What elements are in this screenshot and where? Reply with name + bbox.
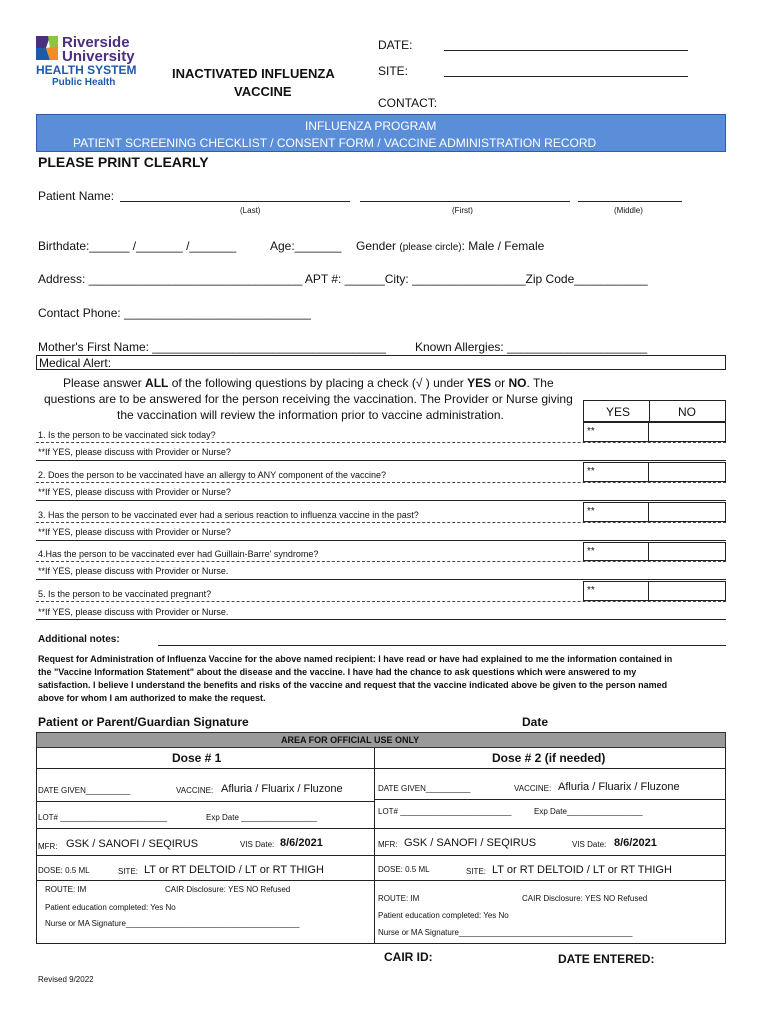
site-field[interactable]: [444, 76, 688, 77]
birthdate-field[interactable]: Birthdate:______ /_______ /_______: [38, 239, 237, 253]
question-4-mark: **: [587, 546, 595, 557]
yes-no-header: [583, 400, 726, 422]
dose-1-education[interactable]: Patient education completed: Yes No: [45, 903, 176, 912]
dose-1-rule-4: [36, 880, 374, 881]
dose-2-rule-4: [374, 880, 726, 881]
dose-1-dose: DOSE: 0.5 ML: [38, 866, 90, 875]
org-name-line2: University: [62, 48, 135, 65]
consent-line4: above for whom I am authorized to make the request.: [38, 693, 266, 703]
dose-2-exp[interactable]: Exp Date_________________: [534, 807, 643, 816]
yes-no-divider: [649, 401, 650, 423]
last-name-field[interactable]: [120, 201, 350, 202]
dose-1-mfr[interactable]: GSK / SANOFI / SEQIRUS: [66, 838, 199, 850]
contact-label: CONTACT:: [378, 96, 438, 110]
question-1-bottom: [36, 460, 726, 461]
banner-subtitle: PATIENT SCREENING CHECKLIST / CONSENT FORM / VACCINE ADMINISTRATION RECORD: [73, 136, 597, 150]
dose-2-vis-date: 8/6/2021: [614, 837, 657, 849]
dose-1-mfr-label: MFR:: [38, 842, 58, 851]
instructions-line2: questions are to be answered for the person receiving the vaccination. The Provider or Nurse giving: [44, 392, 573, 406]
no-column-header: NO: [678, 405, 696, 419]
org-name-line3: HEALTH SYSTEM: [36, 63, 137, 77]
dose-2-date-given[interactable]: DATE GIVEN__________: [378, 784, 471, 793]
dose-1-vaccine-label: VACCINE:: [176, 786, 214, 795]
question-4-divider: [36, 561, 726, 562]
medical-alert-label: Medical Alert:: [39, 356, 112, 370]
question-4-note: **If YES, please discuss with Provider or Nurse.: [38, 566, 229, 576]
question-3: 3. Has the person to be vaccinated ever had a serious reaction to influenza vaccine in the past?: [38, 510, 419, 520]
question-1-yes-checkbox[interactable]: [583, 422, 649, 442]
question-4: 4.Has the person to be vaccinated ever had Guillain-Barre' syndrome?: [38, 549, 319, 559]
dose-2-title-rule: [374, 768, 726, 769]
dose-1-signature[interactable]: Nurse or MA Signature_______________________________________: [45, 919, 300, 928]
org-name-line1: Riverside: [62, 34, 130, 51]
address-field[interactable]: Address: ________________________________ APT #: ______City: _________________Zip Code___________: [38, 272, 648, 286]
gender-hint: (please circle): [399, 242, 462, 253]
gender-label: Gender: [356, 239, 397, 253]
banner-title: INFLUENZA PROGRAM: [305, 119, 437, 133]
dose-1-site[interactable]: LT or RT DELTOID / LT or RT THIGH: [144, 864, 324, 876]
question-1: 1. Is the person to be vaccinated sick today?: [38, 430, 216, 440]
question-4-yes-checkbox[interactable]: [583, 542, 649, 561]
question-2-no-checkbox[interactable]: [648, 462, 726, 482]
question-5-mark: **: [587, 585, 595, 596]
last-name-caption: (Last): [240, 206, 261, 215]
dose-2-lot[interactable]: LOT# _________________________: [378, 807, 512, 816]
site-label: SITE:: [378, 64, 409, 78]
form-title-line1: INACTIVATED INFLUENZA: [172, 66, 335, 81]
known-allergies-field[interactable]: Known Allergies: _____________________: [415, 340, 648, 354]
cair-id-label: CAIR ID:: [384, 950, 433, 964]
question-5: 5. Is the person to be vaccinated pregnant?: [38, 589, 212, 599]
age-field[interactable]: Age:_______: [270, 239, 342, 253]
consent-line1: Request for Administration of Influenza Vaccine for the above named recipient: I have read or have had explained to me the information contained in: [38, 654, 673, 664]
form-title-line2: VACCINE: [234, 84, 292, 99]
question-3-divider: [36, 522, 726, 523]
question-2-bottom: [36, 500, 726, 501]
question-2-note: **If YES, please discuss with Provider or Nurse?: [38, 487, 231, 497]
dose-2-cair[interactable]: CAIR Disclosure: YES NO Refused: [522, 894, 648, 903]
question-1-note: **If YES, please discuss with Provider or Nurse?: [38, 447, 231, 457]
date-field[interactable]: [444, 50, 688, 51]
dose-2-title: Dose # 2 (if needed): [492, 751, 606, 765]
dose-column-divider: [374, 748, 375, 944]
dose-1-site-label: SITE:: [118, 867, 139, 876]
dose-2-signature[interactable]: Nurse or MA Signature_______________________________________: [378, 928, 633, 937]
signature-label: Patient or Parent/Guardian Signature: [38, 715, 249, 729]
dose-2-vaccine-label: VACCINE:: [514, 784, 552, 793]
dose-2-education[interactable]: Patient education completed: Yes No: [378, 911, 509, 920]
dose-1-date-given[interactable]: DATE GIVEN__________: [38, 786, 131, 795]
question-3-no-checkbox[interactable]: [648, 502, 726, 522]
dose-2-site-label: SITE:: [466, 867, 487, 876]
medical-alert-box[interactable]: [36, 355, 726, 370]
dose-1-cair[interactable]: CAIR Disclosure: YES NO Refused: [165, 885, 291, 894]
question-2: 2. Does the person to be vaccinated have an allergy to ANY component of the vaccine?: [38, 470, 387, 480]
official-use-title: AREA FOR OFFICIAL USE ONLY: [281, 735, 420, 745]
question-5-yes-checkbox[interactable]: [583, 581, 649, 601]
consent-line3: satisfaction. I believe I understand the benefits and risks of the vaccine and request that the vaccine indicated above be given to the person named: [38, 680, 668, 690]
question-5-bottom: [36, 619, 726, 620]
consent-line2: the "Vaccine Information Statement" about the disease and the vaccine. I have had the chance to ask questions which were answered to my: [38, 667, 637, 677]
question-2-mark: **: [587, 466, 595, 477]
question-3-note: **If YES, please discuss with Provider or Nurse?: [38, 527, 231, 537]
yes-column-header: YES: [606, 405, 631, 419]
org-logo-icon: [36, 36, 58, 60]
dose-2-route: ROUTE: IM: [378, 894, 420, 903]
question-4-bottom: [36, 579, 726, 580]
dose-1-vis-date: 8/6/2021: [280, 837, 323, 849]
dose-1-lot[interactable]: LOT# ________________________: [38, 813, 168, 822]
question-5-note: **If YES, please discuss with Provider or Nurse.: [38, 607, 229, 617]
dose-1-rule-1: [36, 801, 374, 802]
question-3-mark: **: [587, 506, 595, 517]
first-name-caption: (First): [452, 206, 473, 215]
dose-1-exp[interactable]: Exp Date _________________: [206, 813, 317, 822]
dose-1-vaccine-options[interactable]: Afluria / Fluarix / Fluzone: [221, 783, 343, 795]
patient-name-label: Patient Name:: [38, 189, 115, 203]
additional-notes-field[interactable]: [158, 645, 726, 646]
print-clearly-heading: PLEASE PRINT CLEARLY: [38, 154, 209, 170]
date-entered-label: DATE ENTERED:: [558, 952, 655, 966]
gender-field[interactable]: [356, 239, 544, 253]
contact-phone-field[interactable]: Contact Phone: ____________________________: [38, 306, 311, 320]
question-1-divider: [36, 442, 726, 443]
gender-options: : Male / Female: [461, 239, 545, 253]
question-2-yes-checkbox[interactable]: [583, 462, 649, 482]
dose-2-dose: DOSE: 0.5 ML: [378, 865, 430, 874]
question-5-no-checkbox[interactable]: [648, 581, 726, 601]
dose-1-rule-2: [36, 828, 374, 829]
dose-2-rule-3: [374, 855, 726, 856]
question-1-no-checkbox[interactable]: [648, 422, 726, 442]
program-banner: [36, 114, 726, 152]
question-5-divider: [36, 601, 726, 602]
instructions-line1: Please answer ALL of the following questions by placing a check (√ ) under YES or NO. The: [63, 376, 554, 390]
first-name-field[interactable]: [360, 201, 570, 202]
question-4-no-checkbox[interactable]: [648, 542, 726, 561]
question-2-divider: [36, 482, 726, 483]
instructions-line3: the vaccination will review the information prior to vaccine administration.: [117, 408, 504, 422]
question-3-yes-checkbox[interactable]: [583, 502, 649, 522]
middle-name-field[interactable]: [578, 201, 682, 202]
dose-1-title: Dose # 1: [172, 751, 222, 765]
dose-2-vis-label: VIS Date:: [572, 840, 607, 849]
mother-first-name-field[interactable]: Mother's First Name: ___________________________________: [38, 340, 386, 354]
revision-date: Revised 9/2022: [38, 975, 94, 984]
dose-2-mfr-label: MFR:: [378, 840, 398, 849]
dose-1-route: ROUTE: IM: [45, 885, 87, 894]
org-name-line4: Public Health: [52, 77, 116, 88]
dose-1-title-rule: [36, 768, 374, 769]
signature-date-label: Date: [522, 715, 549, 729]
dose-2-vaccine-options[interactable]: Afluria / Fluarix / Fluzone: [558, 781, 680, 793]
additional-notes-label: Additional notes:: [38, 634, 120, 645]
date-label: DATE:: [378, 38, 413, 52]
middle-name-caption: (Middle): [614, 206, 643, 215]
dose-1-rule-3: [36, 855, 374, 856]
dose-2-mfr[interactable]: GSK / SANOFI / SEQIRUS: [404, 837, 537, 849]
dose-1-vis-label: VIS Date:: [240, 840, 275, 849]
official-use-header: [36, 732, 726, 748]
dose-2-site[interactable]: LT or RT DELTOID / LT or RT THIGH: [492, 864, 672, 876]
dose-2-rule-1: [374, 799, 726, 800]
question-3-bottom: [36, 540, 726, 541]
question-1-mark: **: [587, 426, 595, 437]
dose-2-rule-2: [374, 828, 726, 829]
